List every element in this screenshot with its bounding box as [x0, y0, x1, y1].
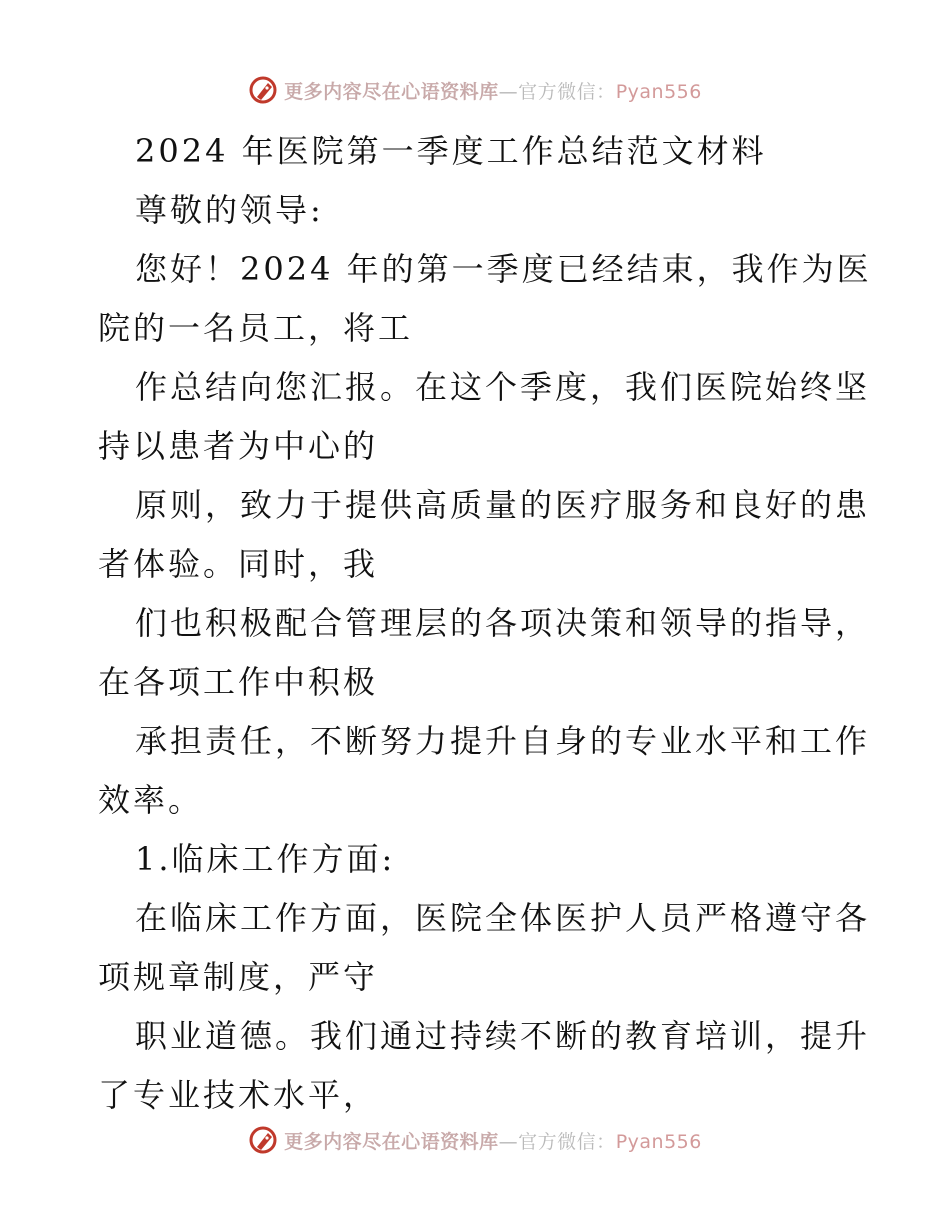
paragraph-line: 们也积极配合管理层的各项决策和领导的指导， [135, 604, 871, 642]
pen-nib-logo-icon [248, 1125, 278, 1155]
paragraph-line: 在临床工作方面，医院全体医护人员严格遵守各 [135, 899, 871, 937]
paragraph-line: 您好！2024 年的第一季度已经结束，我作为医 [135, 250, 872, 288]
salutation-line: 尊敬的领导: [135, 191, 324, 229]
header-watermark-banner [0, 70, 950, 110]
paragraph-line: 效率。 [98, 781, 204, 819]
paragraph-line: 持以患者为中心的 [98, 427, 379, 465]
paragraph-line: 作总结向您汇报。在这个季度，我们医院始终坚 [135, 368, 871, 406]
section-heading: 1.临床工作方面: [135, 840, 396, 878]
paragraph-line: 原则，致力于提供高质量的医疗服务和良好的患 [135, 486, 871, 524]
paragraph-line: 职业道德。我们通过持续不断的教育培训，提升 [135, 1017, 871, 1055]
paragraph-line: 在各项工作中积极 [98, 663, 379, 701]
paragraph-line: 承担责任，不断努力提升自身的专业水平和工作 [135, 722, 871, 760]
document-body [98, 122, 872, 1125]
banner-text: 更多内容尽在心语资料库—官方微信：Pyan556 [284, 1130, 702, 1153]
document-title: 2024 年医院第一季度工作总结范文材料 [135, 132, 767, 170]
banner-text: 更多内容尽在心语资料库—官方微信：Pyan556 [284, 80, 702, 103]
paragraph-line: 者体验。同时，我 [98, 545, 379, 583]
footer-watermark-banner [0, 1120, 950, 1160]
paragraph-line: 院的一名员工，将工 [98, 309, 414, 347]
paragraph-line: 了专业技术水平， [98, 1076, 379, 1114]
paragraph-line: 项规章制度，严守 [98, 958, 379, 996]
pen-nib-logo-icon [248, 75, 278, 105]
